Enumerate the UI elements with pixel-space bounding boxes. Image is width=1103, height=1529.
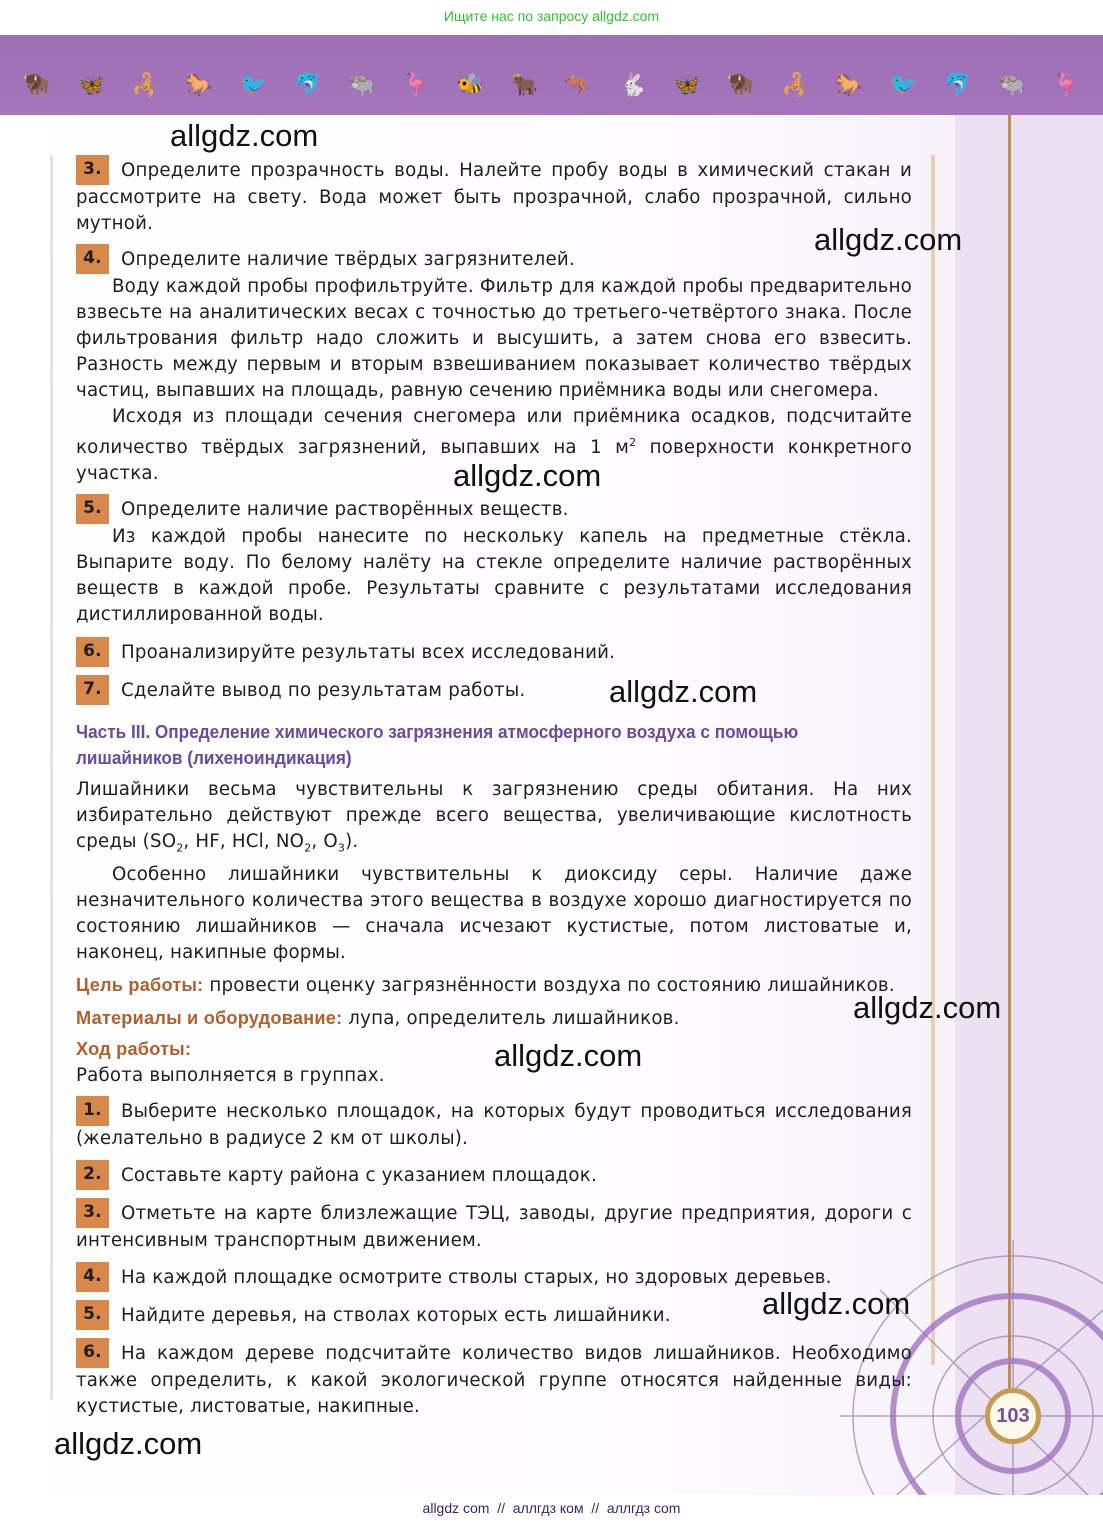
scorpion-icon: 🦂	[781, 73, 809, 98]
bull-icon: 🐂	[510, 73, 539, 98]
subscript: 3	[337, 841, 346, 855]
watermark: allgdz.com	[170, 118, 319, 153]
superscript: 2	[629, 436, 637, 449]
step-number: 6.	[76, 637, 109, 667]
watermark: allgdz.com	[609, 674, 758, 709]
step-number: 3.	[76, 155, 109, 185]
step-number: 5.	[76, 494, 109, 524]
page-number: 103	[985, 1388, 1041, 1444]
bird-icon: 🐦	[239, 73, 268, 98]
bison-icon: 🦬	[727, 73, 755, 98]
horse-icon: 🐎	[835, 73, 864, 98]
step-number: 1.	[76, 1096, 109, 1126]
step-4-paragraph-1: Воду каждой пробы профильтруйте. Фильтр для каждой пробы предварительно взвесьте на аналитических весах с точностью до третьего-четвёртого знака. После фильтрования фильтр надо сложить и высушить, а затем снова его взвесить. Разность между первым и вторым взвешиванием показывает количество твёрдых частиц, выпавших на площадь, равную сечению приёмника воды или снегомера.	[76, 276, 912, 401]
animal-silhouettes	[20, 73, 1083, 99]
text: Лишайники весьма чувствительны к загрязнению среды обитания. На них избирательно действуют прежде всего вещества, увеличивающие кислотность среды (SO	[76, 779, 912, 853]
step-title: Определите наличие растворённых веществ.	[121, 499, 569, 521]
step-5-paragraph: Из каждой пробы нанесите по нескольку капель на предметные стёкла. Выпарите воду. По белому налёту на стекле определите наличие растворённых веществ в каждой пробе. Результаты сравните с результатами исследования дистиллированной воды.	[76, 526, 912, 626]
materials-text: лупа, определитель лишайников.	[342, 1007, 680, 1029]
watermark: allgdz.com	[54, 1426, 203, 1461]
step-7	[76, 678, 912, 705]
step-text: На каждой площадке осмотрите стволы старых, но здоровых деревьев.	[121, 1266, 832, 1288]
lichen-step-6	[76, 1341, 912, 1420]
flamingo-icon: 🦩	[1052, 73, 1080, 98]
text: , O	[311, 831, 338, 853]
step-number: 6.	[76, 1338, 109, 1368]
intro-paragraph-1	[76, 777, 912, 862]
watermark: allgdz.com	[494, 1038, 643, 1073]
part-3-heading: Часть III. Определение химического загрязнения атмосферного воздуха с помощью лишайников (лихеноиндикация)	[76, 721, 799, 769]
step-4	[76, 247, 912, 274]
step-text: На каждом дереве подсчитайте количество видов лишайников. Необходимо также определить, к какой экологической группе относятся найденные виды: кустистые, листоватые, накипные.	[76, 1342, 912, 1417]
step-text: Сделайте вывод по результатам работы.	[121, 680, 526, 702]
butterfly-icon: 🦋	[673, 73, 701, 98]
watermark: allgdz.com	[814, 222, 963, 257]
step-number: 4.	[76, 1262, 109, 1292]
lichen-step-3	[76, 1201, 912, 1254]
step-number: 7.	[76, 675, 109, 705]
step-number: 2.	[76, 1160, 109, 1190]
search-hint: Ищите нас по запросу allgdz.com	[443, 8, 660, 24]
procedure-intro: Работа выполняется в группах.	[76, 1064, 385, 1086]
lichen-step-1	[76, 1099, 912, 1152]
step-number: 3.	[76, 1198, 109, 1228]
step-5	[76, 497, 912, 524]
step-number: 4.	[76, 244, 109, 274]
intro-paragraph-2: Особенно лишайники чувствительны к диоксиду серы. Наличие даже незначительного количества этого вещества в воздухе хорошо диагностируется по состоянию лишайников — сначала исчезают кустистые, потом листоватые и, наконец, накипные формы.	[76, 863, 912, 963]
step-text: Проанализируйте результаты всех исследований.	[121, 642, 616, 664]
step-text: Найдите деревья, на стволах которых есть лишайники.	[121, 1304, 671, 1326]
text: , HF, HCl, NO	[183, 831, 305, 853]
text: Исходя из площади сечения снегомера или приёмника осадков, подсчитайте количество твёрдых загрязнений, выпавших на 1 м	[76, 406, 912, 459]
step-text: Отметьте на карте близлежащие ТЭЦ, заводы, другие предприятия, дороги с интенсивным транспортным движением.	[76, 1202, 912, 1251]
horse-icon: 🐎	[185, 73, 214, 98]
lichen-step-2	[76, 1163, 912, 1190]
procedure-heading: Ход работы:	[76, 1038, 192, 1059]
text: поверхности конкретного участка.	[76, 437, 912, 485]
insect-icon: 🐝	[456, 73, 484, 98]
goal-label: Цель работы:	[76, 974, 204, 995]
bird-icon: 🐦	[889, 73, 918, 98]
step-text: Составьте карту района с указанием площадок.	[121, 1164, 597, 1186]
left-divider	[50, 155, 53, 1400]
flamingo-icon: 🦩	[402, 73, 430, 98]
buffalo-icon: 🐃	[998, 73, 1026, 98]
watermark: allgdz.com	[762, 1286, 911, 1321]
dolphin-icon: 🐬	[294, 73, 322, 98]
subscript: 2	[304, 841, 312, 855]
kangaroo-icon: 🦘	[564, 73, 593, 98]
step-title: Определите наличие твёрдых загрязнителей.	[121, 249, 575, 270]
step-number: 5.	[76, 1300, 109, 1330]
step-text: Выберите несколько площадок, на которых будут проводиться исследования (желательно в радиусе 2 км от школы).	[76, 1100, 912, 1149]
watermark: allgdz.com	[853, 990, 1002, 1025]
watermark: allgdz.com	[453, 458, 602, 493]
butterfly-icon: 🦋	[77, 73, 105, 98]
text: ).	[345, 831, 359, 853]
dolphin-icon: 🐬	[943, 73, 972, 98]
header-banner	[0, 35, 1103, 115]
page-content	[76, 158, 912, 1420]
materials-label: Материалы и оборудование:	[76, 1007, 343, 1028]
step-text: Определите прозрачность воды. Налейте пробу воды в химический стакан и рассмотрите на свету. Вода может быть прозрачной, слабо прозрачной, сильно мутной.	[76, 160, 912, 234]
step-3	[76, 158, 912, 237]
step-6	[76, 640, 912, 667]
footer-watermark: allgdz com // аллгдз ком // аллгдз com	[422, 1500, 681, 1516]
hare-icon: 🐇	[619, 73, 647, 98]
goal-text: провести оценку загрязнённости воздуха по состоянию лишайников.	[203, 974, 895, 996]
buffalo-icon: 🐃	[348, 73, 376, 98]
materials	[76, 1005, 912, 1032]
bison-icon: 🦬	[23, 73, 51, 98]
subscript: 2	[176, 841, 184, 855]
scorpion-icon: 🦂	[131, 73, 160, 98]
goal	[76, 972, 912, 999]
